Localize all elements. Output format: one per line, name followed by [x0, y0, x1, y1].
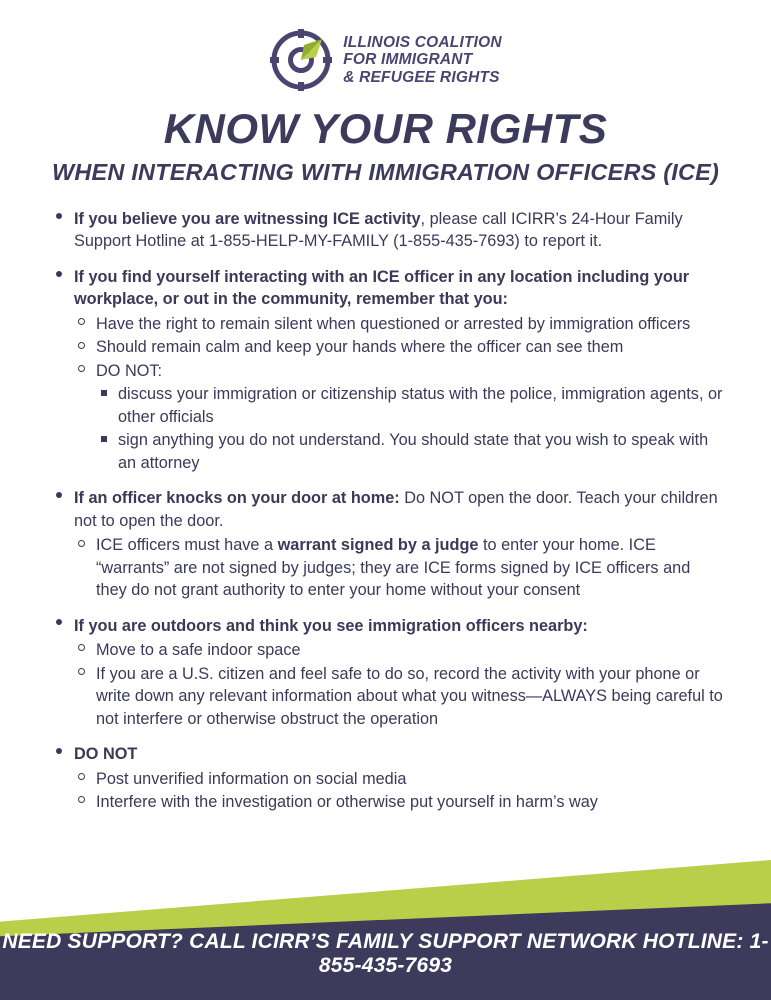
item-text: DO NOT: — [96, 361, 163, 380]
bullet-icon — [78, 644, 85, 651]
item-lead: DO NOT — [74, 745, 138, 764]
page-subtitle: WHEN INTERACTING WITH IMMIGRATION OFFICERS (ICE) — [51, 159, 720, 185]
list-item — [74, 360, 723, 474]
bullet-icon — [56, 748, 62, 754]
sub-list — [74, 534, 723, 601]
item-text: Move to a safe indoor space — [96, 641, 301, 660]
sub-sub-list — [96, 383, 723, 474]
item-text: Should remain calm and keep your hands where the officer can see them — [96, 338, 624, 357]
list-item — [74, 768, 723, 790]
bullet-icon — [56, 271, 62, 277]
list-item — [74, 639, 723, 661]
list-item — [52, 615, 723, 730]
list-item — [96, 429, 723, 474]
item-text: Interfere with the investigation or otherwise put yourself in harm’s way — [96, 792, 598, 811]
list-item — [74, 791, 723, 813]
sub-list — [74, 639, 723, 730]
bullet-icon — [78, 796, 85, 803]
item-lead: If an officer knocks on your door at home: — [74, 489, 400, 508]
item-text: Have the right to remain silent when questioned or arrested by immigration officers — [96, 314, 691, 333]
list-item — [52, 266, 723, 474]
item-text-emphasis: warrant signed by a judge — [277, 536, 479, 555]
compass-rose-icon — [269, 28, 333, 92]
sub-list — [74, 768, 723, 814]
item-text: Post unverified information on social media — [96, 769, 407, 788]
item-text-pre: ICE officers must have a — [96, 536, 278, 555]
bullet-icon — [78, 668, 85, 675]
bullet-icon — [56, 492, 62, 498]
bullet-icon — [56, 619, 62, 625]
bullet-icon — [101, 390, 107, 396]
bullet-icon — [78, 773, 85, 780]
rights-list — [52, 208, 723, 814]
bullet-icon — [101, 436, 107, 442]
list-item — [74, 534, 723, 601]
item-text: discuss your immigration or citizenship status with the police, immigration agents, or other officials — [118, 385, 723, 426]
logo-wordmark — [343, 34, 502, 86]
logo-line-2: FOR IMMIGRANT — [343, 51, 473, 69]
page-title: KNOW YOUR RIGHTS — [163, 105, 608, 152]
top-level-list — [52, 208, 723, 814]
list-item — [52, 487, 723, 601]
list-item — [96, 383, 723, 428]
item-rest: , please call ICIRR’s 24-Hour Family Support Hotline at 1-855-HELP-MY-FAMILY (1-855-435-7693) to report it. — [74, 209, 683, 251]
bullet-icon — [56, 213, 62, 219]
list-item — [52, 743, 723, 813]
bullet-icon — [78, 540, 85, 547]
item-lead: If you are outdoors and think you see immigration officers nearby: — [74, 616, 588, 635]
bullet-icon — [78, 365, 85, 372]
sub-list — [74, 313, 723, 474]
logo-line-1: ILLINOIS COALITION — [343, 33, 502, 51]
list-item — [74, 313, 723, 335]
list-item — [74, 663, 723, 730]
item-text: sign anything you do not understand. You should state that you wish to speak with an attorney — [118, 431, 709, 472]
bullet-icon — [78, 318, 85, 325]
item-lead: If you find yourself interacting with an ICE officer in any location including your workplace, or out in the community, remember that you: — [74, 267, 690, 309]
item-text: If you are a U.S. citizen and feel safe to do so, record the activity with your phone or write down any relevant information about what you witness—ALWAYS being careful to not interfere or otherwise obstruct the operation — [96, 664, 723, 728]
item-text-post: to enter your home. ICE “warrants” are not signed by judges; they are ICE forms signed by ICE officers and they do not grant authority to enter your home without your consent — [96, 536, 691, 600]
footer-hotline-text: NEED SUPPORT? CALL ICIRR’S FAMILY SUPPORT NETWORK HOTLINE: 1-855-435-7693 — [2, 930, 769, 977]
list-item — [74, 336, 723, 358]
bullet-icon — [78, 342, 85, 349]
organization-logo — [0, 0, 771, 92]
list-item — [52, 208, 723, 253]
item-rest: Do NOT open the door. Teach your children not to open the door. — [74, 489, 718, 530]
logo-line-3: & REFUGEE RIGHTS — [343, 68, 500, 86]
item-lead: If you believe you are witnessing ICE activity — [74, 209, 421, 228]
